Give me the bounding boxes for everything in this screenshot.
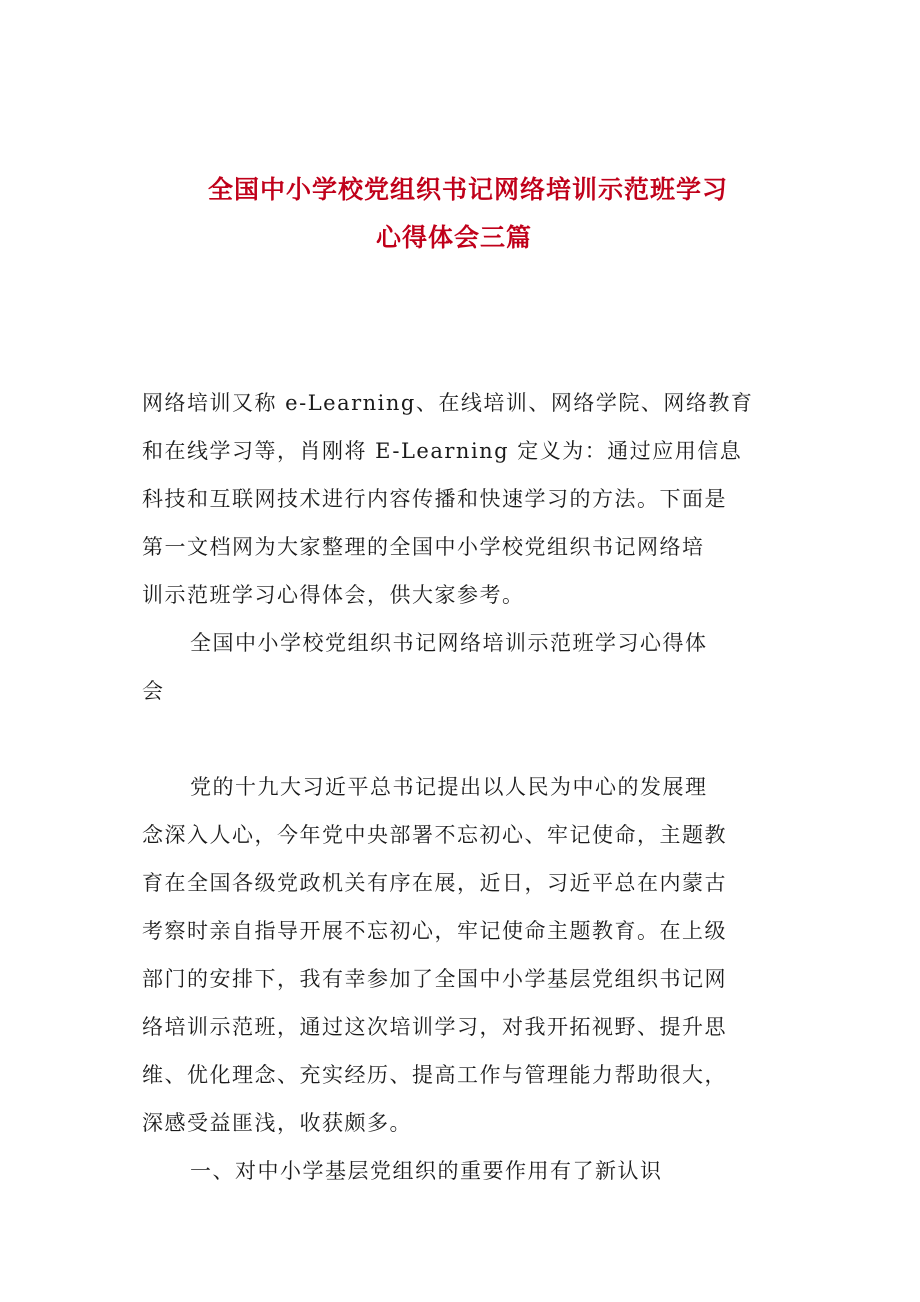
body-line: 考察时亲自指导开展不忘初心，牢记使命主题教育。在上级 — [142, 919, 727, 943]
body-line: 络培训示范班，通过这次培训学习，对我开拓视野、提升思 — [142, 1015, 727, 1039]
intro-line: 科技和互联网技术进行内容传播和快速学习的方法。下面是 — [142, 487, 727, 511]
section-heading-line: 全国中小学校党组织书记网络培训示范班学习心得体 — [190, 631, 708, 655]
section-heading-line: 会 — [142, 679, 165, 703]
body-line: 部门的安排下，我有幸参加了全国中小学基层党组织书记网 — [142, 967, 727, 991]
intro-line: 网络培训又称 e-Learning、在线培训、网络学院、网络教育 — [142, 391, 754, 415]
intro-line: 和在线学习等，肖刚将 E-Learning 定义为：通过应用信息 — [142, 439, 743, 463]
body-line: 深感受益匪浅，收获颇多。 — [142, 1111, 412, 1135]
subheading: 一、对中小学基层党组织的重要作用有了新认识 — [190, 1159, 663, 1183]
body-line: 育在全国各级党政机关有序在展，近日，习近平总在内蒙古 — [142, 871, 727, 895]
document-title-line-1: 全国中小学校党组织书记网络培训示范班学习 — [208, 175, 729, 204]
body-line: 念深入人心，今年党中央部署不忘初心、牢记使命，主题教 — [142, 823, 727, 847]
intro-line: 训示范班学习心得体会，供大家参考。 — [142, 583, 525, 607]
intro-line: 第一文档网为大家整理的全国中小学校党组织书记网络培 — [142, 535, 705, 559]
body-line: 维、优化理念、充实经历、提高工作与管理能力帮助很大， — [142, 1063, 727, 1087]
body-line: 党的十九大习近平总书记提出以人民为中心的发展理 — [190, 775, 708, 799]
document-title-line-2: 心得体会三篇 — [376, 223, 533, 252]
